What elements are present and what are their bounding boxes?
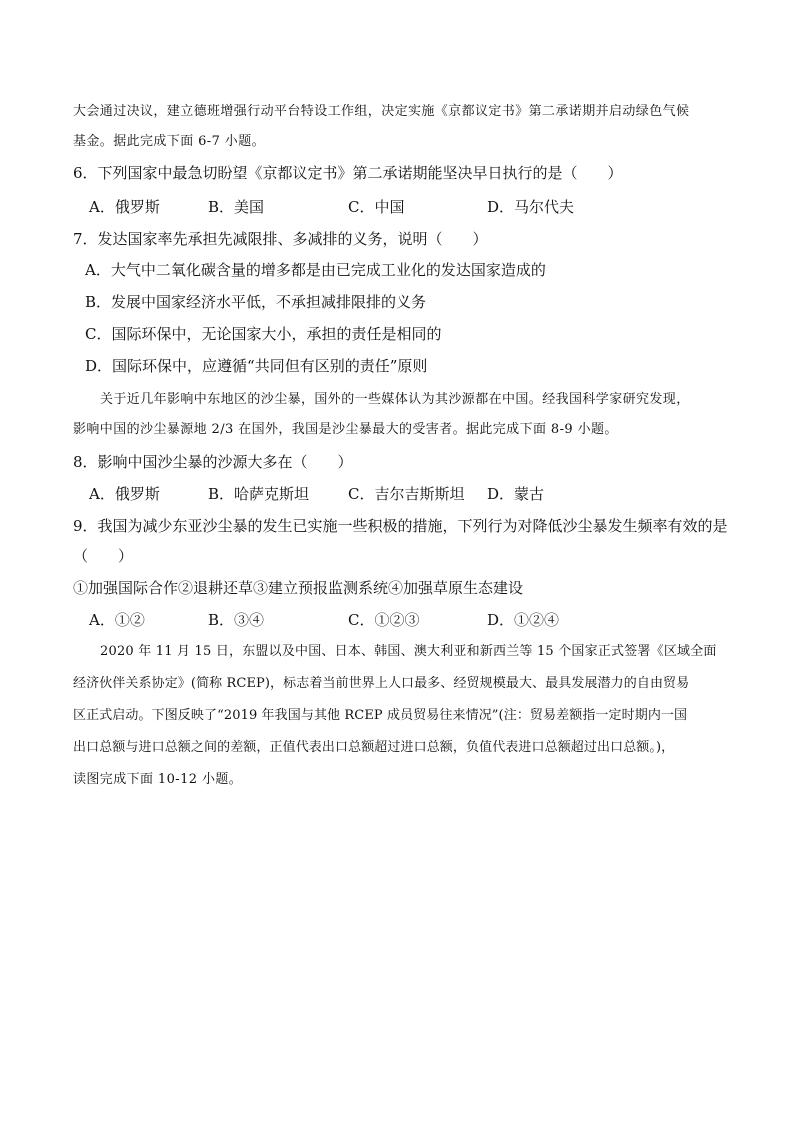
question-9-stem: 9．我国为减少东亚沙尘暴的发生已实施一些积极的措施，下列行为对降低沙尘暴发生频率有效的是 — [73, 517, 728, 535]
question-9-option-b: B．③④ — [208, 611, 265, 629]
question-8-option-a: A．俄罗斯 — [89, 485, 160, 503]
passage-1-line-1: 大会通过决议，建立德班增强行动平台特设工作组，决定实施《京都议定书》第二承诺期并启动绿色气候 — [73, 104, 690, 119]
passage-3-line-2: 经济伙伴关系协定》(简称 RCEP)，标志着当前世界上人口最多、经贸规模最大、最具发展潜力的自由贸易 — [73, 676, 690, 691]
question-6-option-c: C．中国 — [348, 198, 405, 216]
question-7-stem: 7．发达国家率先承担先减限排、多减排的义务，说明（ ） — [73, 230, 488, 248]
question-8-option-b: B．哈萨克斯坦 — [208, 485, 310, 503]
question-9-items: ①加强国际合作②退耕还草③建立预报监测系统④加强草原生态建设 — [73, 579, 524, 597]
passage-3-line-5: 读图完成下面 10-12 小题。 — [73, 772, 243, 787]
passage-3-line-4: 出口总额与进口总额之间的差额，正值代表出口总额超过进口总额，负值代表进口总额超过出口总额。)， — [73, 740, 675, 755]
passage-2-line-1: 关于近几年影响中东地区的沙尘暴，国外的一些媒体认为其沙源都在中国。经我国科学家研究发现， — [100, 392, 690, 407]
question-6-option-a: A．俄罗斯 — [89, 198, 160, 216]
passage-1-line-2: 基金。据此完成下面 6-7 小题。 — [73, 134, 265, 149]
passage-2-line-2: 影响中国的沙尘暴源地 2/3 在国外，我国是沙尘暴最大的受害者。据此完成下面 8-9 小题。 — [73, 422, 618, 437]
passage-3-line-1: 2020 年 11 月 15 日，东盟以及中国、日本、韩国、澳大利亚和新西兰等 15 个国家正式签署《区域全面 — [100, 644, 717, 659]
question-7-option-a: A．大气中二氧化碳含量的增多都是由已完成工业化的发达国家造成的 — [85, 261, 546, 279]
passage-3-line-3: 区正式启动。下图反映了“2019 年我国与其他 RCEP 成员贸易往来情况”(注：贸易差额指一定时期内一国 — [73, 708, 688, 723]
question-9-option-a: A．①② — [89, 611, 145, 629]
question-8-option-d: D．蒙古 — [487, 485, 545, 503]
question-7-option-d: D．国际环保中，应遵循“共同但有区别的责任”原则 — [85, 357, 428, 375]
question-8-option-c: C．吉尔吉斯斯坦 — [348, 485, 465, 503]
question-7-option-b: B．发展中国家经济水平低，不承担减排限排的义务 — [85, 293, 427, 311]
question-9-stem-bracket: （ ） — [73, 547, 134, 565]
question-6-option-b: B．美国 — [208, 198, 265, 216]
question-9-option-d: D．①②④ — [487, 611, 560, 629]
question-6-option-d: D．马尔代夫 — [487, 198, 575, 216]
question-7-option-c: C．国际环保中，无论国家大小，承担的责任是相同的 — [85, 325, 442, 343]
question-9-option-c: C．①②③ — [348, 611, 420, 629]
question-6-stem: 6．下列国家中最急切盼望《京都议定书》第二承诺期能坚决早日执行的是（ ） — [73, 164, 623, 182]
question-8-stem: 8．影响中国沙尘暴的沙源大多在（ ） — [73, 453, 353, 471]
